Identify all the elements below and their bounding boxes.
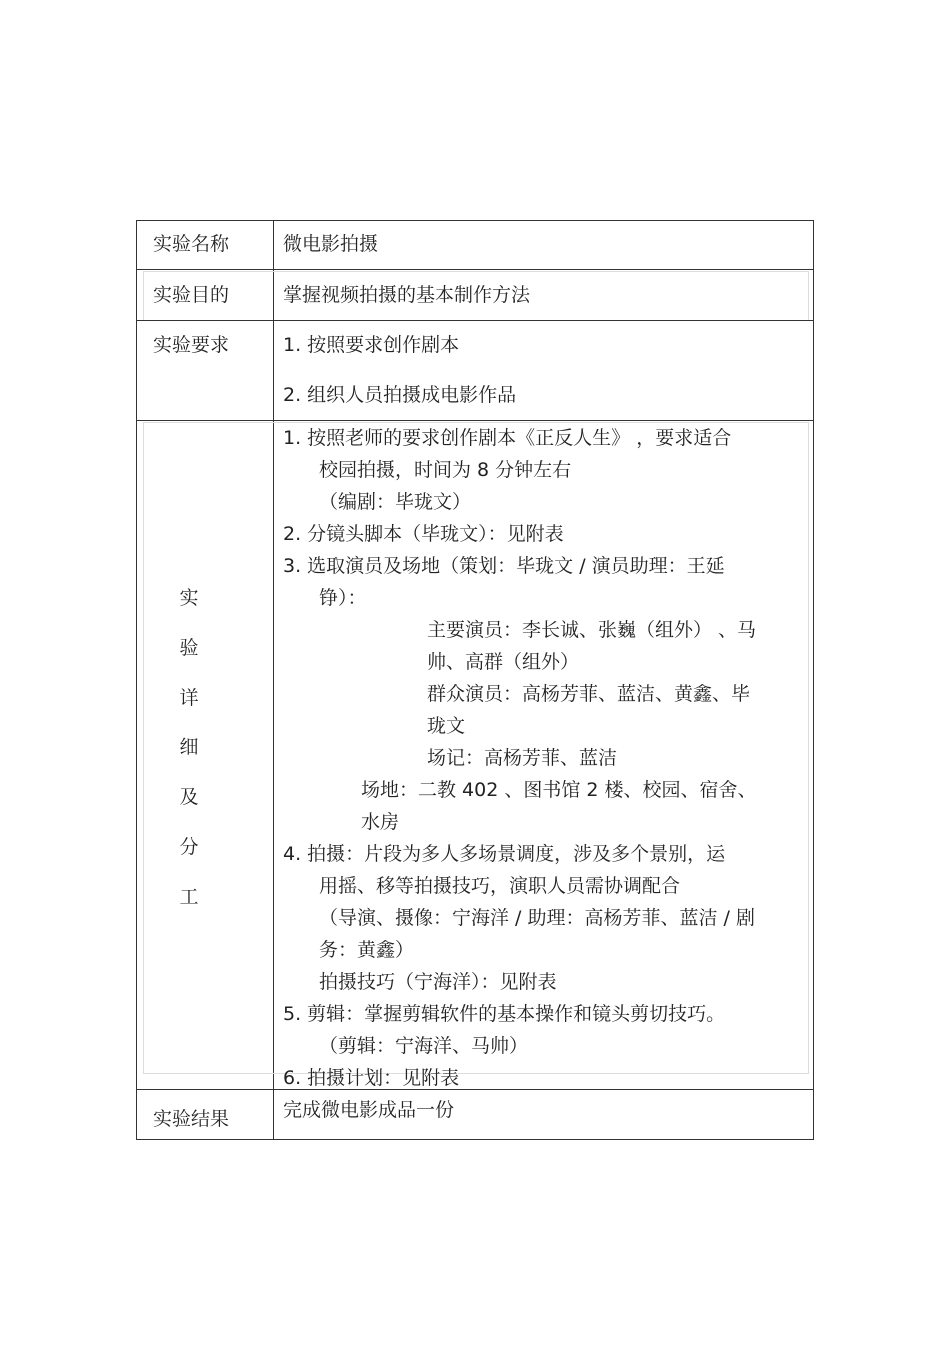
row-divider	[137, 320, 813, 321]
detail-line: 务：黄鑫）	[319, 939, 415, 961]
detail-line: 铮）：	[319, 587, 367, 609]
detail-line: 校园拍摄，时间为 8 分钟左右	[319, 459, 572, 481]
detail-line: 拍摄技巧（宁海洋）：见附表	[319, 971, 557, 993]
detail-line: 5. 剪辑：掌握剪辑软件的基本操作和镜头剪切技巧。	[283, 1003, 726, 1025]
row-divider	[137, 420, 813, 421]
label-experiment-requirements: 实验要求	[153, 334, 230, 356]
detail-line: 6. 拍摄计划：见附表	[283, 1067, 460, 1089]
label-experiment-result: 实验结果	[153, 1108, 230, 1130]
details-label-char: 工	[179, 886, 199, 908]
value-experiment-result: 完成微电影成品一份	[283, 1099, 455, 1121]
details-label-char: 验	[179, 637, 199, 659]
value-experiment-name: 微电影拍摄	[283, 233, 379, 255]
detail-line: 1. 按照老师的要求创作剧本《正反人生》 ，要求适合	[283, 427, 732, 449]
details-label-char: 分	[179, 836, 199, 858]
value-experiment-purpose: 掌握视频拍摄的基本制作方法	[283, 284, 531, 306]
detail-line: （剪辑：宁海洋、马帅）	[319, 1035, 529, 1057]
detail-line: 群众演员：高杨芳菲、蓝洁、黄鑫、毕	[427, 683, 751, 705]
detail-line: 主要演员：李长诚、张巍（组外） 、马	[427, 619, 757, 641]
details-label-char: 细	[179, 736, 199, 758]
requirement-item: 2. 组织人员拍摄成电影作品	[283, 384, 517, 406]
row-divider	[137, 269, 813, 270]
detail-line: 4. 拍摄：片段为多人多场景调度，涉及多个景别，运	[283, 843, 726, 865]
row-divider	[137, 1089, 813, 1090]
detail-line: 3. 选取演员及场地（策划：毕珑文 / 演员助理：王延	[283, 555, 725, 577]
detail-line: 帅、高群（组外）	[427, 651, 580, 673]
label-experiment-name: 实验名称	[153, 233, 230, 255]
detail-line: （编剧：毕珑文）	[319, 491, 472, 513]
detail-line: （导演、摄像：宁海洋 / 助理：高杨芳菲、蓝洁 / 剧	[319, 907, 755, 929]
details-label-char: 及	[179, 786, 199, 808]
detail-line: 用摇、移等拍摄技巧，演职人员需协调配合	[319, 875, 681, 897]
requirement-item: 1. 按照要求创作剧本	[283, 334, 460, 356]
detail-line: 场记：高杨芳菲、蓝洁	[427, 747, 618, 769]
label-experiment-purpose: 实验目的	[153, 284, 230, 306]
details-label-char: 实	[179, 587, 199, 609]
experiment-table	[136, 220, 814, 1140]
detail-line: 场地：二教 402 、图书馆 2 楼、校园、宿舍、	[361, 779, 757, 801]
detail-line: 珑文	[427, 715, 466, 737]
detail-line: 2. 分镜头脚本（毕珑文）：见附表	[283, 523, 564, 545]
details-label-char: 详	[179, 687, 199, 709]
detail-line: 水房	[361, 811, 400, 833]
